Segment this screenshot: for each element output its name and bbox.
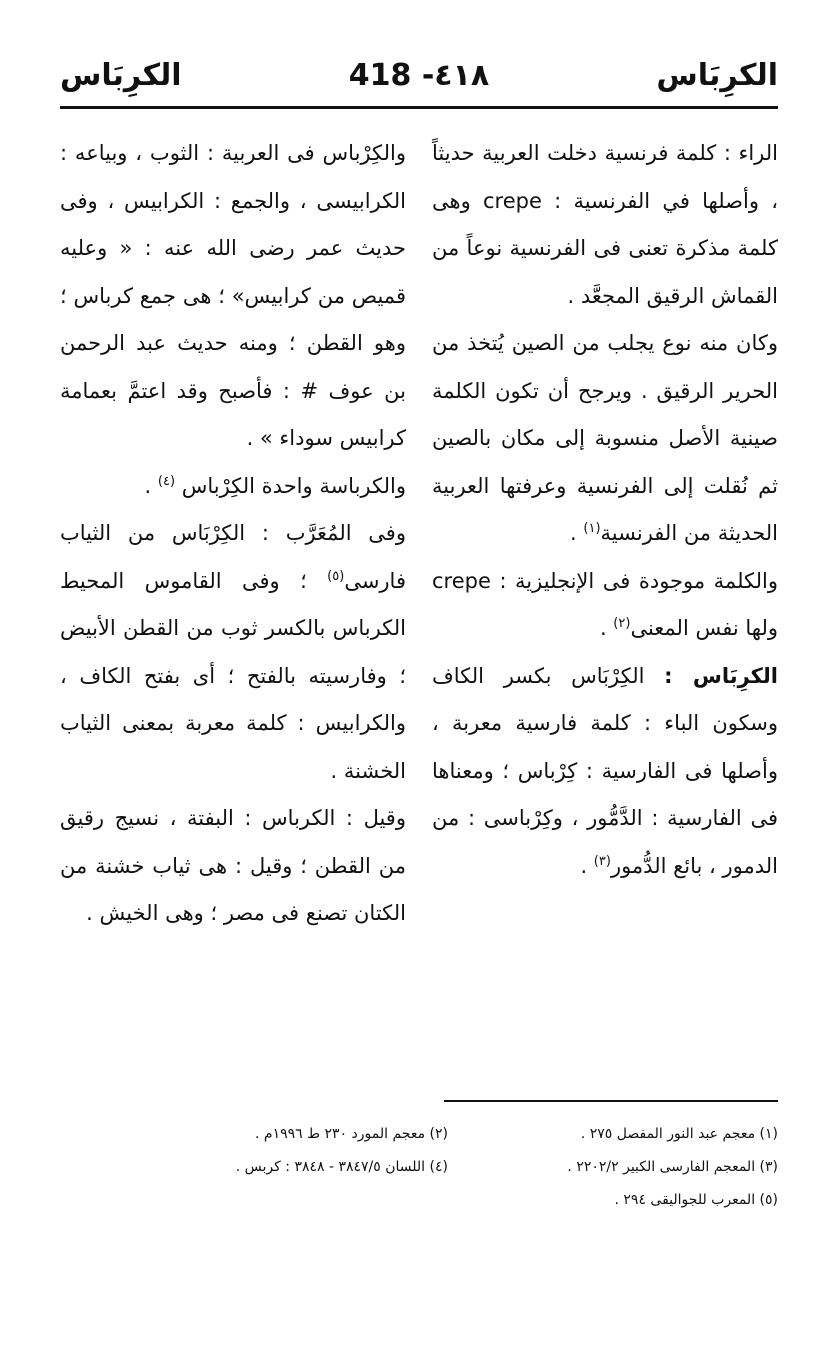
footnote-ref[interactable]: (٢)	[613, 616, 631, 631]
footnote-5: (٥) المعرب للجواليقى ٢٩٤ .	[614, 1192, 778, 1208]
text: الراء : كلمة فرنسية دخلت العربية حديثاً ، وأصلها في الفرنسية :	[432, 141, 778, 213]
paragraph	[60, 510, 406, 795]
text: والكرباسة واحدة الكِرْباس	[181, 473, 406, 498]
text: الكِرْبَاس بكسر الكاف وسكون الباء : كلمة فارسية معربة ، وأصلها فى الفارسية : كِرْباس ؛ ومعناها فى الفارسية : الدَّمُّور ، وكِرْباسى : من الدمور ، بائع الدُّمور	[432, 663, 778, 878]
footnote-3: (٣) المعجم الفارسى الكبير ٢٢٠٢/٢ .	[567, 1159, 778, 1175]
text: ؛ وفى القاموس المحيط الكرباس بالكسر ثوب من القطن الأبيض ؛ وفارسيته بالفتح ؛ أى بفتح الكاف ، والكرابيس : كلمة معربة بمعنى الثياب الخشنة .	[60, 568, 406, 783]
footnote-ref[interactable]: (٣)	[593, 853, 611, 869]
text: .	[599, 616, 614, 640]
running-head-left: الكرِبَاس	[60, 58, 182, 93]
text: .	[570, 521, 584, 545]
footnote-ref[interactable]: (٤)	[157, 473, 176, 489]
paragraph	[432, 320, 778, 558]
text: وهى كلمة مذكرة تعنى فى الفرنسية نوعاً من القماش الرقيق المجعَّد .	[432, 188, 778, 308]
paragraph	[432, 558, 778, 653]
latin-word: crepe	[432, 568, 491, 593]
paragraph: والكِرْباس فى العربية : الثوب ، وبياعه : الكرابيسى ، والجمع : الكرابيس ، وفى حديث عمر رضى الله عنه : « وعليه قميص من كرابيس» ؛ هى جمع كرباس ؛ وهو القطن ؛ ومنه حديث عبد الرحمن بن عوف # : فأصبح وقد اعتمَّ بعمامة كرابيس سوداء » .	[60, 141, 406, 450]
footnote-2: (٢) معجم المورد ٢٣٠ ط ١٩٩٦م .	[255, 1126, 448, 1142]
header-rule	[60, 106, 778, 109]
text: وفى المُعَرَّب : الكِرْبَاس من الثياب فارسى	[60, 521, 406, 593]
text: وكان منه نوع يجلب من الصين يُتخذ من الحرير الرقيق . ويرجح أن تكون الكلمة صينية الأصل منسوبة إلى مكان بالصين ثم نُقلت إلى الفرنسية وعرفتها العربية الحديثة من الفرنسية	[432, 331, 778, 545]
footnote-ref[interactable]: (١)	[583, 521, 601, 536]
paragraph	[60, 463, 406, 511]
paragraph	[432, 130, 778, 320]
text: .	[144, 473, 158, 498]
footnote-4: (٤) اللسان ٣٨٤٧/٥ - ٣٨٤٨ : كربس .	[235, 1159, 448, 1175]
running-head-right: الكرِبَاس	[656, 58, 778, 93]
text: والكلمة موجودة فى الإنجليزية :	[499, 568, 778, 593]
entry-headword: الكرِبَاس :	[664, 663, 778, 688]
footnote-rule	[444, 1100, 778, 1102]
text: ولها نفس المعنى	[630, 616, 778, 640]
footnote-1: (١) معجم عبد النور المفصل ٢٧٥ .	[580, 1126, 778, 1142]
entry-paragraph	[432, 653, 778, 891]
left-column	[60, 130, 406, 938]
paragraph: وقيل : الكرباس : البفتة ، نسيج رقيق من القطن ؛ وقيل : هى ثياب خشنة من الكتان تصنع فى مصر ؛ وهى الخيش .	[60, 806, 406, 925]
latin-word: crepe	[482, 188, 542, 213]
page-header	[60, 38, 778, 98]
page-number: 418 -٤١٨	[348, 58, 490, 93]
text: .	[580, 853, 594, 878]
footnote-ref[interactable]: (٥)	[327, 568, 345, 584]
right-column	[432, 130, 778, 890]
